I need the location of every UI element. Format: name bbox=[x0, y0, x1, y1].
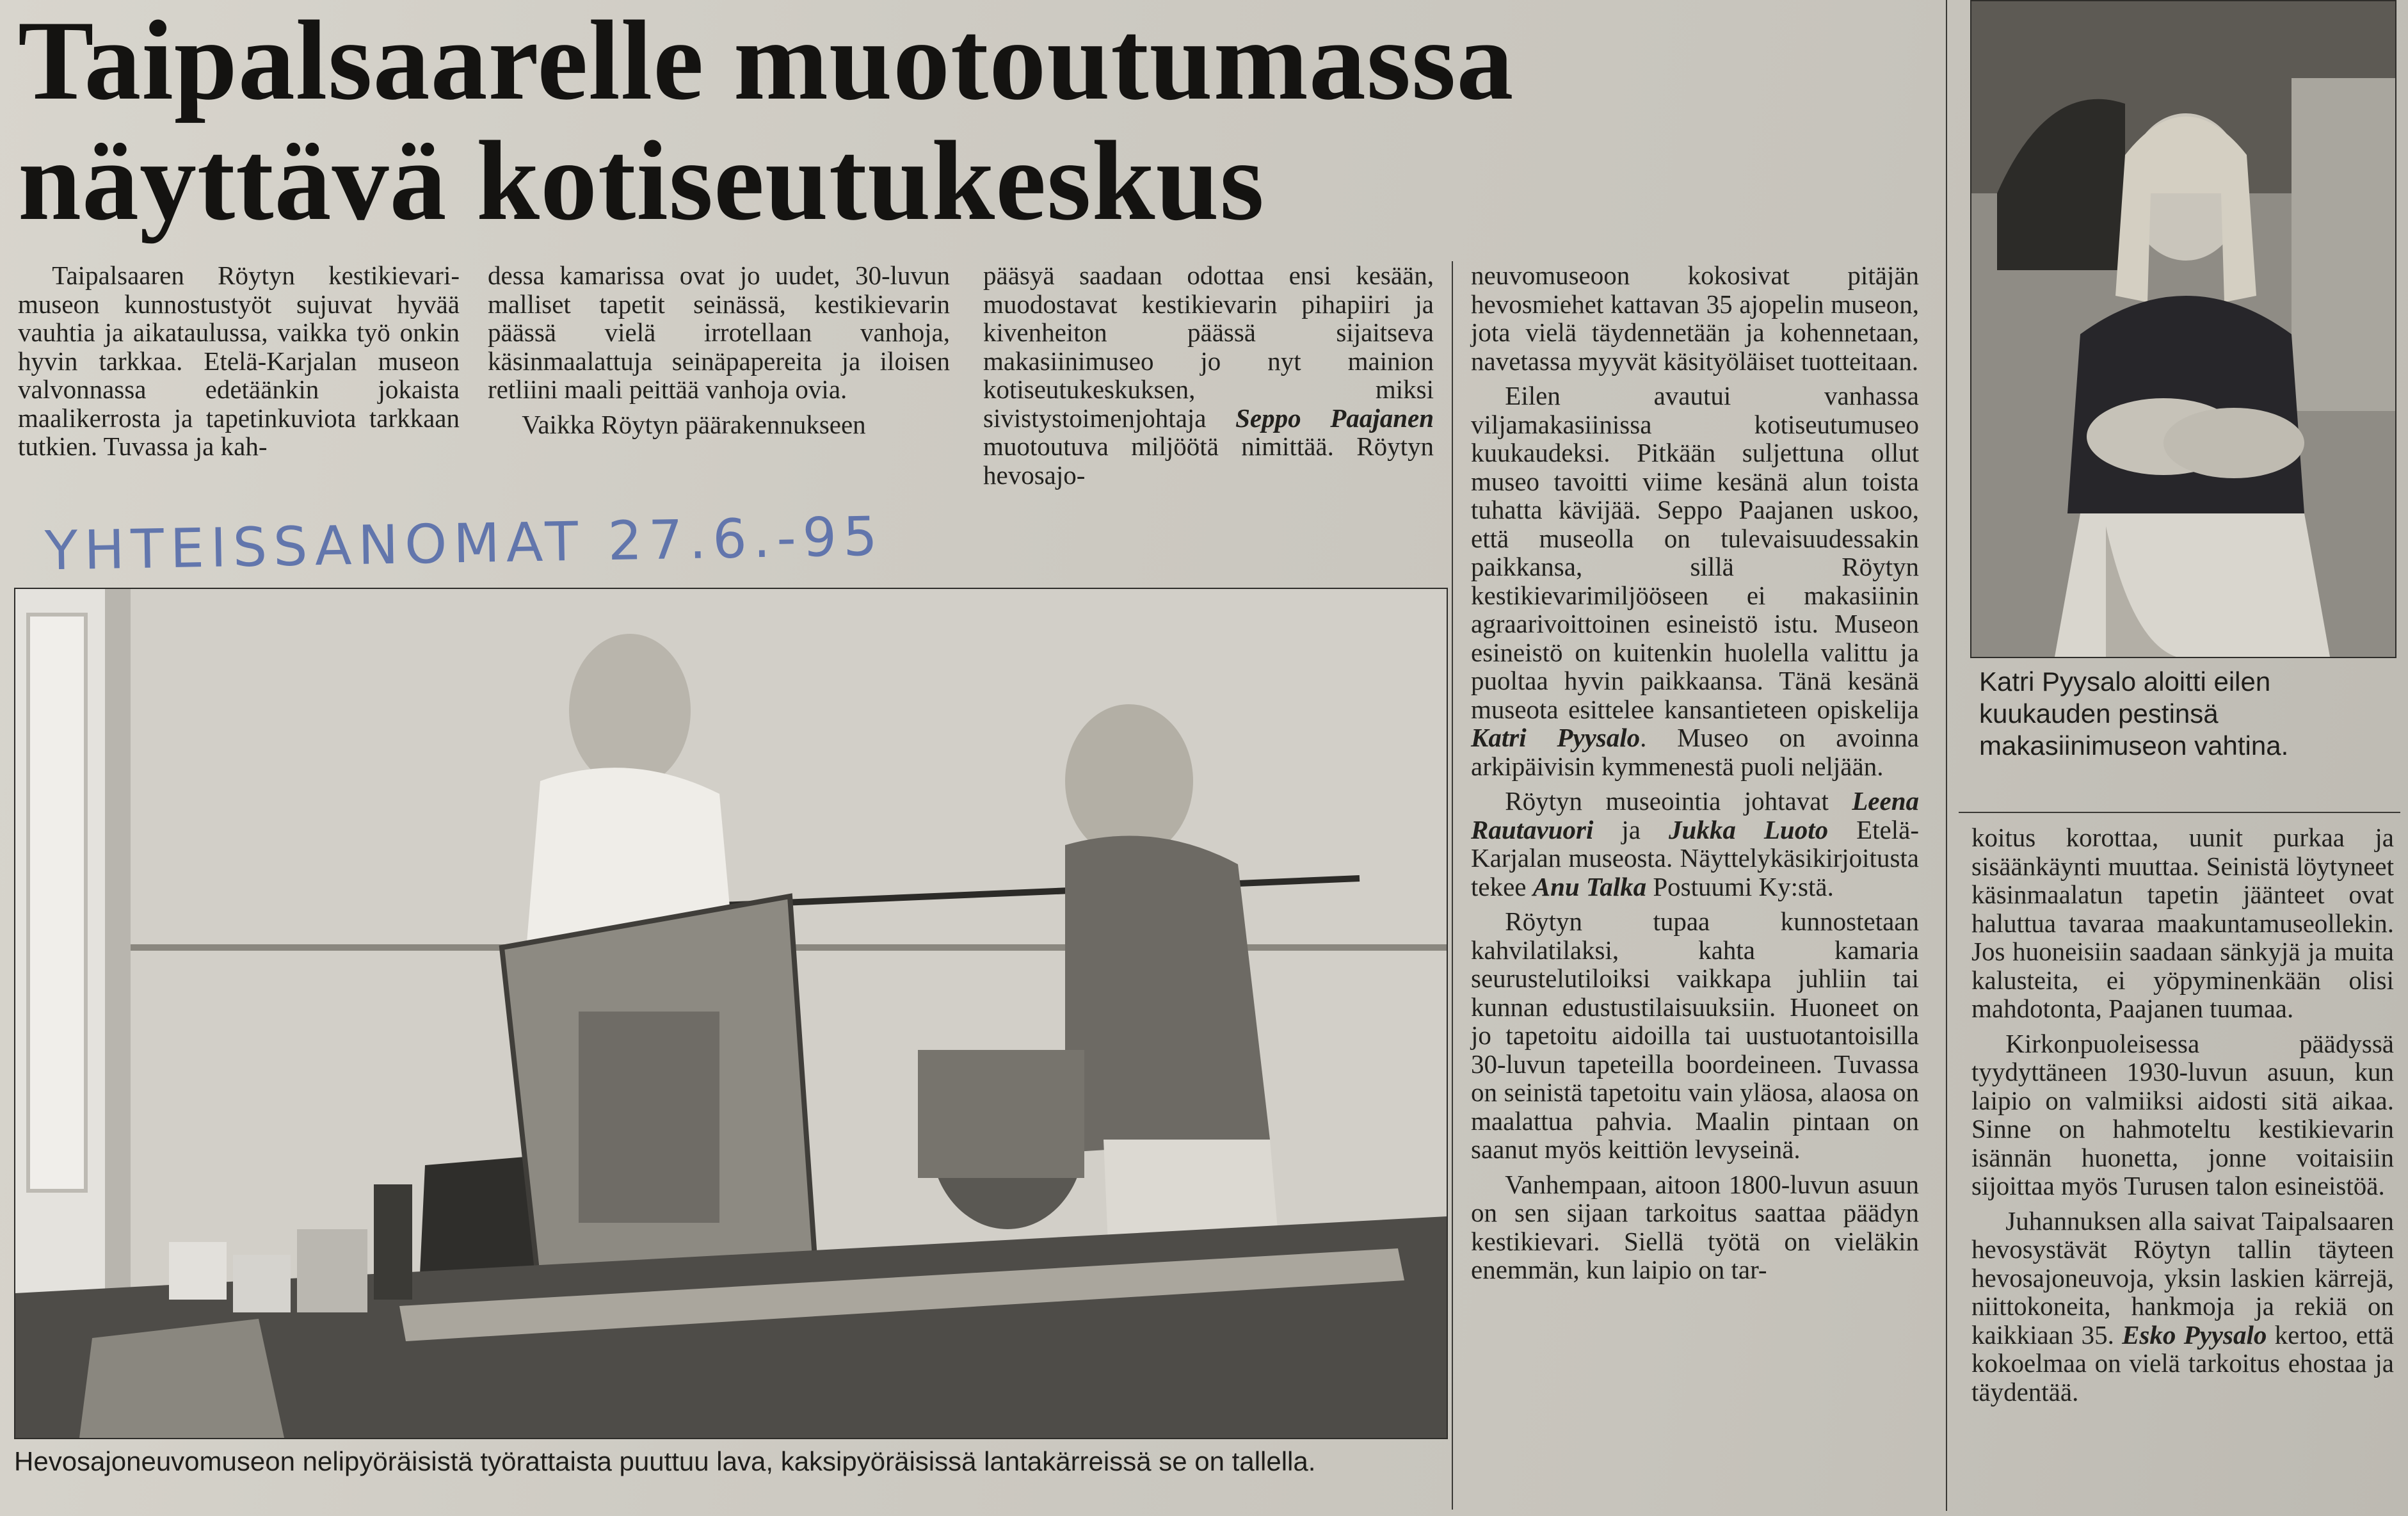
name-leena-rautavuori: Leena Rautavuori bbox=[1471, 786, 1919, 844]
name-jukka-luoto: Jukka Luoto bbox=[1669, 814, 1829, 844]
col1-paragraph-1: Taipalsaaren Röytyn kestikievari-museon kunnostustyöt sujuvat hyvää vauhtia ja aikataulussa, vaikka työ onkin hyvin tarkkaa. Etelä-Karjalan museon valvonnassa edetäänkin jokaista maalikerrosta ja tapetinkuviota tarkkaan tutkien. Tuvassa ja kah- bbox=[18, 261, 460, 461]
col4-p3-text-a: Röytyn museointia johtavat bbox=[1505, 786, 1852, 816]
col5-paragraph-1: koitus korottaa, uunit purkaa ja sisäänkäynti muuttaa. Seinistä löytyneet käsinmaalatun tapetin jäänteet ovat haluttua tavaraa maakuntamuseollekin. Jos huoneisiin saadaan sänkyjä ja muita kalusteita, ei yöpyminenkään olisi mahdotonta, Paajanen tuumaa. bbox=[1971, 823, 2394, 1023]
column-rule-4-5 bbox=[1946, 0, 1947, 1511]
col3-text-a: pääsyä saadaan odottaa ensi kesään, muodostavat kestikievarin pihapiiri ja kivenheiton päässä sijaitseva makasiinimuseo jo nyt mainion kotiseutukeskuksen, miksi sivistystoimenjohtaja bbox=[983, 261, 1434, 433]
col4-paragraph-1: neuvomuseoon kokosivat pitäjän hevosmiehet kattavan 35 ajopelin museon, jota vielä täydennetään ja kohennetaan, navetassa myyvät käsityöläiset tuotteitaan. bbox=[1471, 261, 1919, 376]
col4-p2-text-a: Eilen avautui vanhassa viljamakasiinissa kotiseutumuseo kuukaudeksi. Pitkään suljettuna ollut museo tavoitti viime kesänä alun toista tuhatta kävijää. Seppo Paajanen uskoo, että museolla on tulevaisuudessakin paikkansa, sillä Röytyn kestikievarimiljööseen ei makasiinin agraarivoittoinen esineistö istu. Museon esineistö on kuitenkin huolella valittu ja puoltaa hyvin paikkaansa. Tänä kesänä museota esittelee kansantieteen opiskelija bbox=[1471, 381, 1919, 724]
name-katri-pyysalo: Katri Pyysalo bbox=[1471, 723, 1641, 752]
col5-p3-text-a: Juhannuksen alla saivat Taipalsaaren hevosystävät Röytyn tallin täyteen hevosajoneuvoja, yksin laskien kärrejä, niittokoneita, hankmoja ja rekiä on kaikkiaan 35. bbox=[1971, 1206, 2394, 1350]
col4-paragraph-3 bbox=[1471, 787, 1919, 901]
col4-p3-text-d: Postuumi Ky:stä. bbox=[1646, 871, 1834, 901]
name-anu-talka: Anu Talka bbox=[1532, 871, 1647, 901]
headline-line-2: näyttävä kotiseutukeskus bbox=[18, 117, 1265, 244]
col5-paragraph-3 bbox=[1971, 1207, 2394, 1407]
col4-paragraph-5: Vanhempaan, aitoon 1800-luvun asuun on sen sijaan tarkoitus saattaa päädyn kestikievari. Siellä työtä on vieläkin enemmän, kun laipio on tar- bbox=[1471, 1169, 1919, 1284]
name-seppo-paajanen: Seppo Paajanen bbox=[1235, 403, 1434, 433]
workshop-photo-illustration bbox=[15, 589, 1447, 1438]
col4-p3-text-b: ja bbox=[1593, 814, 1669, 844]
col2-paragraph-2: Vaikka Röytyn päärakennukseen bbox=[522, 409, 866, 439]
article-column-5 bbox=[1971, 823, 2394, 1406]
portrait-photo-illustration bbox=[1971, 1, 2395, 657]
handwritten-source-note: YHTEISSANOMAT 27.6.-95 bbox=[44, 504, 885, 583]
portrait-caption-rule bbox=[1959, 812, 2400, 813]
col4-paragraph-4: Röytyn tupaa kunnostetaan kahvilatilaksi, kahta kamaria seurustelutiloiksi vaikkapa juhliin tai kunnan edustustilaisuuksiin. Huoneet on jo tapetoitu aidoilla tai uustuotantoisilla 30-luvun tapeteilla boordeineen. Tuvassa on seinistä tapetoitu vain yläosa, alaosa on maalattua pahvia. Maalin pintaan on saanut myös keittiön levyseinä. bbox=[1471, 907, 1919, 1164]
portrait-caption: Katri Pyysalo aloitti eilen kuukauden pestinsä makasiinimuseon vahtina. bbox=[1979, 666, 2289, 761]
col3-paragraph-1 bbox=[983, 261, 1434, 489]
col4-p2-text-b: . Museo on avoinna arkipäivisin kymmenestä puoli neljään. bbox=[1471, 723, 1919, 781]
article-column-3 bbox=[983, 261, 1434, 489]
workshop-photo bbox=[14, 588, 1448, 1439]
col5-p3-text-b: kertoo, että kokoelmaa on vielä tarkoitus ehostaa ja täydentää. bbox=[1971, 1319, 2394, 1407]
article-column-2 bbox=[488, 261, 950, 439]
col3-text-b: muotoutuva miljöötä nimittää. Röytyn hevosajo- bbox=[983, 431, 1434, 490]
col2-paragraph-1: dessa kamarissa ovat jo uudet, 30-luvun malliset tapetit seinässä, kestikievarin päässä vielä irrotellaan vanhoja, käsinmaalattuja seinäpapereita ja iloisen retliini maali peittää vanhoja ovia. bbox=[488, 261, 950, 404]
article-column-4 bbox=[1471, 261, 1919, 1284]
col4-p3-text-c: Etelä-Karjalan museosta. Näyttelykäsikirjoitusta tekee bbox=[1471, 814, 1919, 901]
headline bbox=[18, 0, 1514, 244]
photo-caption: Hevosajoneuvomuseon nelipyöräisistä työrattaista puuttuu lava, kaksipyöräisissä lantakärreissä se on tallella. bbox=[14, 1446, 1316, 1476]
col5-paragraph-2: Kirkonpuoleisessa päädyssä tyydyttäneen 1930-luvun asuun, kun laipio on valmiiksi aidosti sitä aikaa. Sinne on hahmoteltu kestikievarin isännän huonetta, jonne voitaisiin sijoittaa myös Turusen talon esineistöä. bbox=[1971, 1028, 2394, 1200]
name-esko-pyysalo: Esko Pyysalo bbox=[2122, 1319, 2267, 1350]
col4-paragraph-2 bbox=[1471, 382, 1919, 780]
headline-line-1: Taipalsaarelle muotoutumassa bbox=[18, 0, 1514, 124]
portrait-photo bbox=[1970, 0, 2396, 658]
column-rule-3-4 bbox=[1452, 261, 1453, 1510]
article-column-1 bbox=[18, 261, 460, 461]
